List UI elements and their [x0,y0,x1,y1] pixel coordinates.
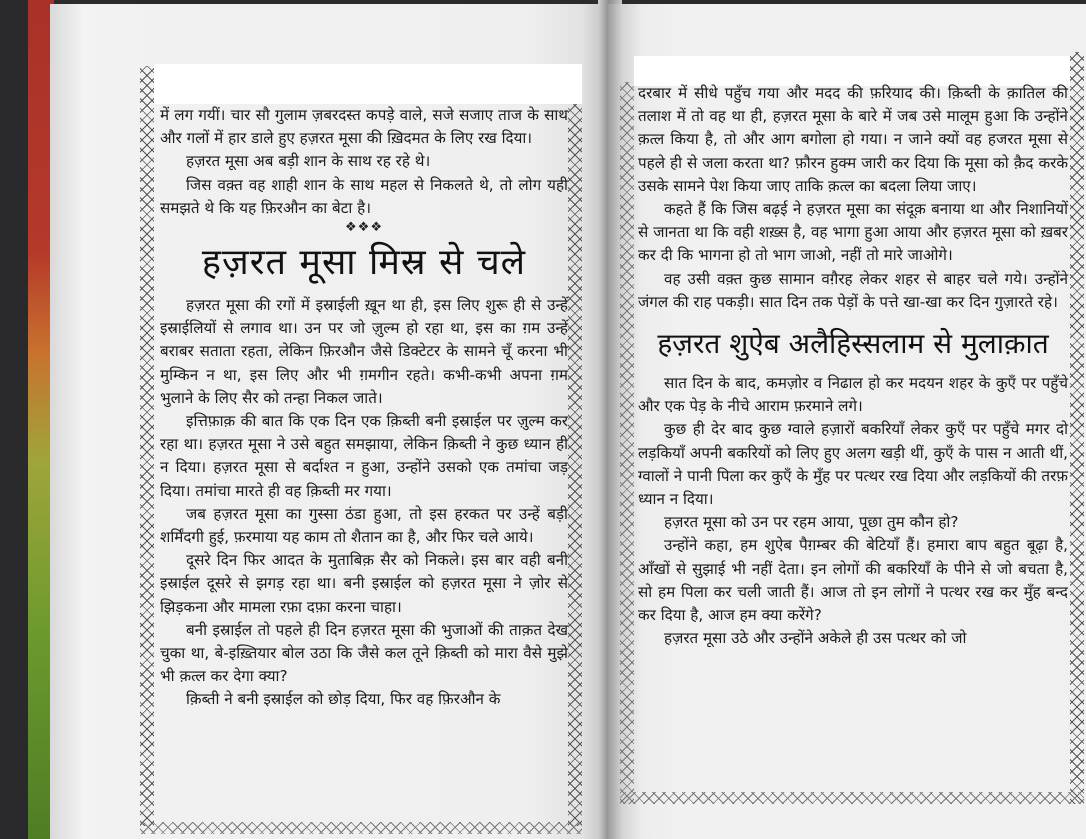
section-ornament: ❖❖❖ [345,220,383,236]
left-page-frame [140,64,582,834]
paragraph: दूसरे दिन फिर आदत के मुताबिक़ सैर को निकले। इस बार वही बनी इस्राईल दूसरे से झगड़ रहा था। बनी इस्राईल को हज़रत मूसा ने ज़ोर से झिड़कना और मामला रफ़ा दफ़ा करना चाहा। [160,551,568,616]
right-page-border-bottom [620,792,1084,804]
left-page-body [160,104,568,712]
right-page-border-left [620,82,634,804]
left-page-border-bottom [140,822,582,834]
paragraph: दरबार में सीधे पहुँच गया और मदद की फ़रियाद की। क़िब्ती के क़ातिल की तलाश में तो वह था ही, हज़रत मूसा के बारे में जब उसे मालूम हुआ कि उन्होंने क़त्ल किया है, तो और आग बगोला हो गया। न जाने क्यों वह हजरत मूसा से पहले ही से जला करता था? फ़ौरन हुक्म जारी कर दिया कि मूसा को क़ैद करके उसके सामने पेश किया जाए ताकि क़त्ल का बदला लिया जाए। [638,84,1068,195]
paragraph: कुछ ही देर बाद कुछ ग्वाले हज़ारों बकरियाँ लेकर कुएँ पर पहुँचे मगर दो लड़कियाँ अपनी बकरियों को लिए हुए अलग खड़ी थीं, कुएँ के पास न आती थीं, ग्वालों ने पानी पिला कर कुएँ के मुँह पर पत्थर रख दिया और लड़कियों की तरफ़ ध्यान न दिया। [638,420,1068,509]
paragraph: हज़रत मूसा उठे और उन्होंने अकेले ही उस पत्थर को जो [664,629,967,648]
right-page [608,4,1086,839]
paragraph: हज़रत मूसा की रगों में इस्राईली ख़ून था ही, इस लिए शुरू ही से उन्हें इस्राईलियों से लगाव था। उन पर जो ज़ुल्म हो रहा था, इस का ग़म उन्हें बराबर सताता रहता, लेकिन फ़िरऔन जैसे डिक्टेटर के सामने चूँ करना भी मुम्किन न था, इस लिए और भी ग़मगीन रहते। कभी-कभी अपना ग़म भुलाने के लिए सैर को तन्हा निकल जाते। [160,296,568,407]
paragraph: क़िब्ती ने बनी इस्राईल को छोड़ दिया, फिर वह फ़िरऔन के [186,690,501,709]
paragraph: में लग गयीं। चार सौ गुलाम ज़बरदस्त कपड़े वाले, सजे सजाए ताज के साथ और गलों में हार डाले हुए हज़रत मूसा की ख़िदमत के लिए रख दिया। [160,106,568,148]
left-page [50,4,610,839]
right-page-body [638,82,1068,650]
paragraph: हज़रत मूसा अब बड़ी शान के साथ रह रहे थे। [186,152,431,171]
right-page-frame [620,52,1086,804]
paragraph: हज़रत मूसा को उन पर रहम आया, पूछा तुम कौन हो? [664,513,959,532]
paragraph: जिस वक़्त वह शाही शान के साथ महल से निकलते थे, तो लोग यही समझते थे कि यह फ़िरऔन का बेटा है। [160,175,568,217]
chapter-heading: हज़रत मूसा मिस्र से चले [201,242,527,284]
left-page-border-right [568,102,582,826]
paragraph: इत्तिफ़ाक़ की बात कि एक दिन एक क़िब्ती बनी इस्राईल पर ज़ुल्म कर रहा था। हज़रत मूसा ने उसे बहुत समझाया, लेकिन क़िब्ती ने कुछ ध्यान ही न दिया। हज़रत मूसा से बर्दाश्त न हुआ, उन्होंने उसको एक तमांचा जड़ दिया। तमांचा मारते ही वह क़िब्ती मर गया। [160,412,568,500]
paragraph: कहते हैं कि जिस बढ़ई ने हज़रत मूसा का संदूक़ बनाया था और निशानियों से जानता था कि वही शख़्स है, वह भागा हुआ आया और हज़रत मूसा को ख़बर कर दी कि भागना हो तो भाग जाओ, नहीं तो मारे जाओगे। [638,200,1068,265]
left-page-border-left [140,66,154,826]
paragraph: जब हज़रत मूसा का गुस्सा ठंडा हुआ, तो इस हरकत पर उन्हें बड़ी शर्मिंदगी हुई, फ़रमाया यह काम तो शैतान का है, और फिर चले आये। [160,504,568,547]
paragraph: उन्होंने कहा, हम शुऐब पैग़म्बर की बेटियाँ हैं। हमारा बाप बहुत बूढ़ा है, आँखों से सुझाई भी नहीं देता। इन लोगों की बकरियाँ के पीने से जो बचता है, सो हम पिला कर चली जाती हैं। आज तो इन लोगों ने पत्थर रख कर मुँह बन्द कर दिया है, आज हम क्या करेंगे? [638,536,1068,625]
paragraph: बनी इस्राईल तो पहले ही दिन हज़रत मूसा की भुजाओं की ताक़त देख चुका था, बे-इख़्तियार बोल उठा कि जैसे कल तूने क़िब्ती को मारा वैसे मुझे भी क़त्ल कर देगा क्या? [160,620,568,686]
right-page-border-right [1070,52,1084,804]
left-page-header-blank [154,64,582,104]
paragraph: सात दिन के बाद, कमज़ोर व निढाल हो कर मदयन शहर के कुएँ पर पहुँचे और एक पेड़ के नीचे आराम फ़रमाने लगे। [638,374,1068,416]
paragraph: वह उसी वक़्त कुछ सामान वग़ैरह लेकर शहर से बाहर चले गये। उन्होंने जंगल की राह पकड़ी। सात दिन तक पेड़ों के पत्ते खा-खा कर दिन गुज़ारते रहे। [638,269,1068,311]
chapter-heading: हज़रत शुऐब अलैहिस्सलाम से मुलाक़ात [657,327,1049,361]
